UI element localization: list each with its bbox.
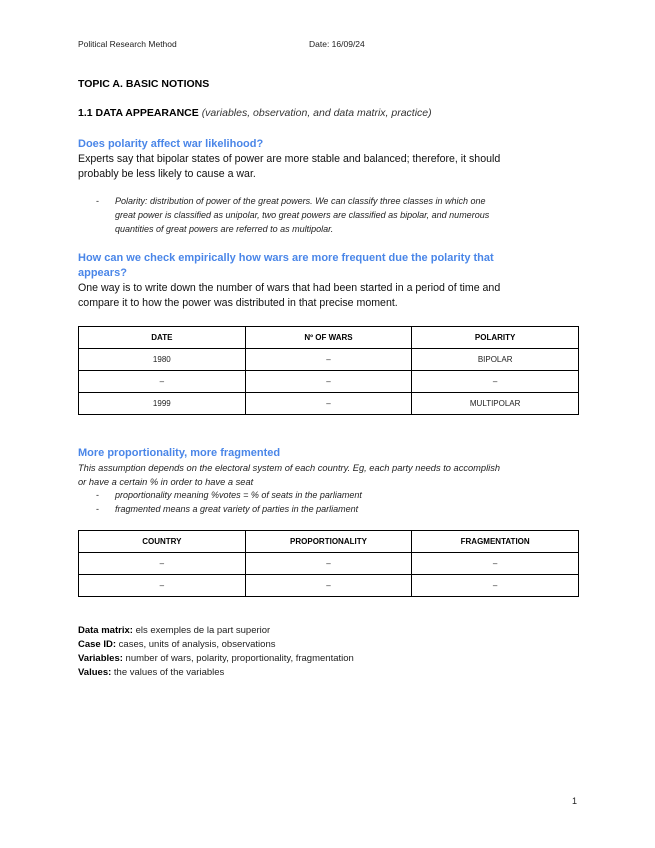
page-number: 1 bbox=[572, 796, 578, 806]
table-header: Nº OF WARS bbox=[245, 327, 412, 349]
definition-case-id bbox=[78, 638, 354, 652]
question-polarity-heading: Does polarity affect war likelihood? bbox=[78, 138, 264, 150]
q1-paragraph-line-2: probably be less likely to cause a war. bbox=[78, 168, 256, 180]
header-course-title: Political Research Method bbox=[78, 39, 177, 49]
question-empirical-heading-line-2: appears? bbox=[78, 267, 127, 279]
table-cell: – bbox=[245, 553, 412, 575]
table-cell: – bbox=[412, 575, 579, 597]
definition-data-matrix bbox=[78, 624, 354, 638]
table-cell: – bbox=[245, 371, 412, 393]
q3-paragraph-line-2: or have a certain % in order to have a seat bbox=[78, 477, 254, 487]
table-cell: – bbox=[245, 349, 412, 371]
bullet-text: fragmented means a great variety of parties in the parliament bbox=[115, 504, 359, 514]
table-header: DATE bbox=[79, 327, 246, 349]
table-cell: – bbox=[79, 575, 246, 597]
table-cell: BIPOLAR bbox=[412, 349, 579, 371]
table-cell: – bbox=[412, 553, 579, 575]
table-cell: 1980 bbox=[79, 349, 246, 371]
table-cell: 1999 bbox=[79, 393, 246, 415]
fragmentation-table bbox=[78, 530, 579, 597]
table-row bbox=[79, 553, 579, 575]
proportionality-heading: More proportionality, more fragmented bbox=[78, 447, 281, 459]
bullet-line-3: quantities of great powers are referred to as multipolar. bbox=[115, 224, 334, 234]
definitions-list bbox=[78, 624, 354, 680]
definition-values bbox=[78, 666, 354, 680]
definition-text: cases, units of analysis, observations bbox=[118, 639, 276, 650]
definition-term: Variables: bbox=[78, 653, 123, 664]
section-subtitle: (variables, observation, and data matrix, practice) bbox=[201, 107, 432, 119]
question-empirical-heading-line-1: How can we check empirically how wars are more frequent due the polarity that bbox=[78, 252, 494, 264]
definition-term: Case ID: bbox=[78, 639, 117, 650]
table-header: PROPORTIONALITY bbox=[245, 531, 412, 553]
table-header: POLARITY bbox=[412, 327, 579, 349]
bullet-dash: - bbox=[96, 504, 99, 514]
header-date: Date: 16/09/24 bbox=[309, 39, 365, 49]
bullet-dash: - bbox=[96, 196, 99, 206]
polarity-table bbox=[78, 326, 579, 415]
table-cell: – bbox=[245, 393, 412, 415]
definition-term: Data matrix: bbox=[78, 625, 133, 636]
section-heading bbox=[78, 107, 432, 119]
table-cell: MULTIPOLAR bbox=[412, 393, 579, 415]
table-row bbox=[79, 575, 579, 597]
q1-paragraph-line-1: Experts say that bipolar states of power are more stable and balanced; therefore, it should bbox=[78, 153, 501, 165]
definition-text: number of wars, polarity, proportionality, fragmentation bbox=[125, 653, 354, 664]
table-row bbox=[79, 371, 579, 393]
table-header: COUNTRY bbox=[79, 531, 246, 553]
definition-text: the values of the variables bbox=[113, 667, 225, 678]
table-row bbox=[79, 349, 579, 371]
q2-paragraph-line-2: compare it to how the power was distributed in that precise moment. bbox=[78, 297, 398, 309]
table-cell: – bbox=[245, 575, 412, 597]
topic-heading: TOPIC A. BASIC NOTIONS bbox=[78, 78, 210, 90]
definition-variables bbox=[78, 652, 354, 666]
definition-term: Values: bbox=[78, 667, 112, 678]
q3-paragraph-line-1: This assumption depends on the electoral system of each country. Eg, each party needs to accomplish bbox=[78, 463, 501, 473]
bullet-dash: - bbox=[96, 490, 99, 500]
q2-paragraph-line-1: One way is to write down the number of wars that had been started in a period of time and bbox=[78, 282, 501, 294]
definition-text: els exemples de la part superior bbox=[135, 625, 271, 636]
table-cell: – bbox=[412, 371, 579, 393]
bullet-text: proportionality meaning %votes = % of seats in the parliament bbox=[115, 490, 362, 500]
bullet-line-1: Polarity: distribution of power of the great powers. We can classify three classes in which one bbox=[115, 196, 486, 206]
section-title: 1.1 DATA APPEARANCE bbox=[78, 107, 199, 119]
table-row bbox=[79, 393, 579, 415]
table-cell: – bbox=[79, 371, 246, 393]
table-header: FRAGMENTATION bbox=[412, 531, 579, 553]
bullet-line-2: great power is classified as unipolar, two great powers are classified as bipolar, and numerous bbox=[115, 210, 490, 220]
table-cell: – bbox=[79, 553, 246, 575]
